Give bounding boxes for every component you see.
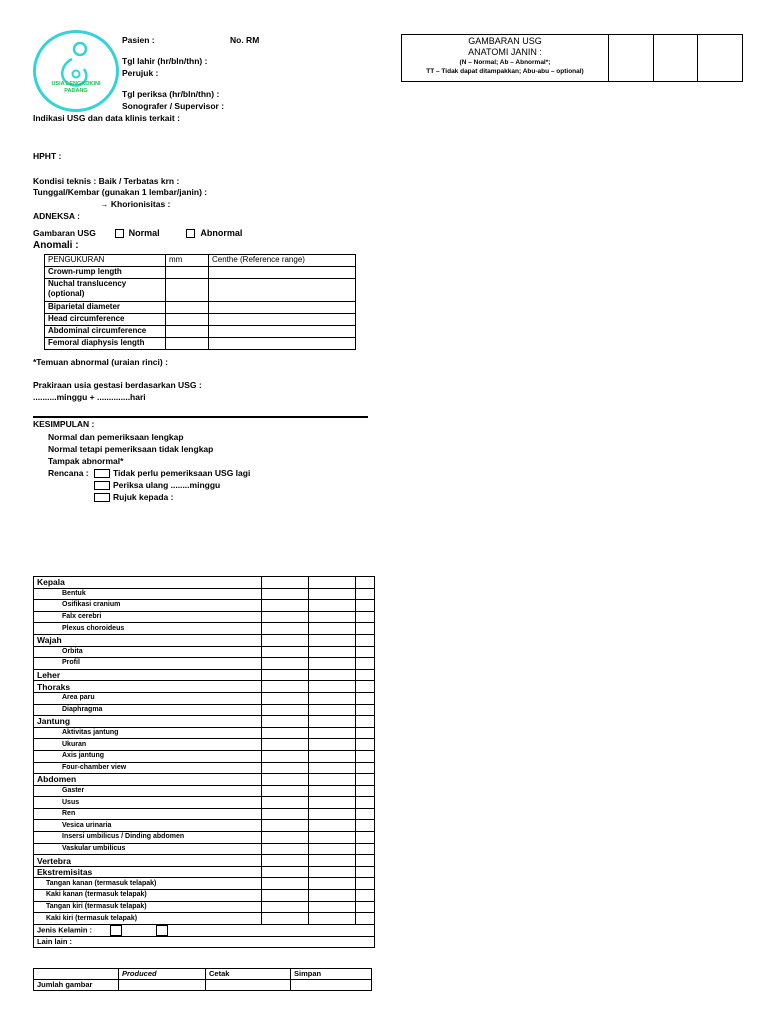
kesimpulan-item[interactable]: Normal dan pemeriksaan lengkap bbox=[48, 432, 184, 442]
measurement-label: Crown-rump length bbox=[45, 267, 166, 279]
measurement-label: Femoral diaphysis length bbox=[45, 338, 166, 350]
table-row bbox=[34, 878, 375, 890]
production-table bbox=[33, 968, 372, 991]
anatomy-label: Kaki kanan (termasuk telapak) bbox=[34, 890, 262, 902]
anatomy-value-cell[interactable] bbox=[356, 600, 375, 612]
header-col-cell bbox=[653, 35, 698, 82]
anatomy-value-cell[interactable] bbox=[309, 774, 356, 786]
table-row bbox=[34, 704, 375, 716]
anatomy-value-cell[interactable] bbox=[309, 588, 356, 600]
rencana-checkbox[interactable] bbox=[94, 481, 110, 490]
anatomy-value-cell[interactable] bbox=[356, 820, 375, 832]
anatomy-value-cell[interactable] bbox=[262, 901, 309, 913]
anatomy-value-cell[interactable] bbox=[309, 634, 356, 646]
minggu-hari-label: ..........minggu + ..............hari bbox=[33, 392, 146, 402]
anatomy-label: Diaphragma bbox=[34, 704, 262, 716]
kondisi-label: Kondisi teknis : Baik / Terbatas krn : bbox=[33, 176, 180, 186]
anatomy-value-cell[interactable] bbox=[356, 716, 375, 728]
anatomy-label: Ren bbox=[34, 808, 262, 820]
anatomy-value-cell[interactable] bbox=[262, 577, 309, 589]
pasien-label: Pasien : bbox=[122, 35, 155, 45]
anatomy-label: Profil bbox=[34, 658, 262, 670]
jumlah-gambar-label: Jumlah gambar bbox=[34, 980, 119, 991]
anatomy-value-cell[interactable] bbox=[262, 716, 309, 728]
anatomy-value-cell[interactable] bbox=[309, 913, 356, 925]
adneksa-label: ADNEKSA : bbox=[33, 211, 80, 221]
table-row bbox=[34, 808, 375, 820]
anatomy-value-cell[interactable] bbox=[309, 611, 356, 623]
anatomy-value-cell[interactable] bbox=[356, 692, 375, 704]
anatomy-value-cell[interactable] bbox=[309, 762, 356, 774]
anatomy-label: Kepala bbox=[34, 577, 262, 589]
mm-cell[interactable] bbox=[166, 338, 209, 350]
anatomy-value-cell[interactable] bbox=[262, 808, 309, 820]
anatomy-value-cell[interactable] bbox=[309, 669, 356, 681]
anatomy-label: Vesica urinaria bbox=[34, 820, 262, 832]
female-checkbox[interactable] bbox=[156, 925, 168, 936]
anatomy-value-cell[interactable] bbox=[356, 843, 375, 855]
anatomy-value-cell[interactable] bbox=[309, 820, 356, 832]
table-row bbox=[34, 890, 375, 902]
anatomy-value-cell[interactable] bbox=[356, 832, 375, 844]
table-row bbox=[34, 843, 375, 855]
measurement-header: PENGUKURAN bbox=[45, 255, 166, 267]
anatomy-value-cell[interactable] bbox=[309, 681, 356, 693]
measurement-table bbox=[44, 254, 356, 350]
anatomy-value-cell[interactable] bbox=[262, 658, 309, 670]
anatomy-value-cell[interactable] bbox=[309, 890, 356, 902]
table-row bbox=[34, 669, 375, 681]
anatomy-value-cell[interactable] bbox=[262, 762, 309, 774]
anatomy-value-cell[interactable] bbox=[356, 669, 375, 681]
anatomy-value-cell[interactable] bbox=[309, 646, 356, 658]
anatomy-value-cell[interactable] bbox=[262, 750, 309, 762]
anatomy-value-cell[interactable] bbox=[356, 797, 375, 809]
header-col-cell bbox=[698, 35, 743, 82]
anatomy-value-cell[interactable] bbox=[309, 797, 356, 809]
table-row bbox=[34, 577, 375, 589]
anatomy-value-cell[interactable] bbox=[356, 750, 375, 762]
rencana-checkbox[interactable] bbox=[94, 493, 110, 502]
anatomy-label: Jantung bbox=[34, 716, 262, 728]
anatomy-value-cell[interactable] bbox=[262, 704, 309, 716]
anatomy-value-cell[interactable] bbox=[309, 623, 356, 635]
anatomy-value-cell[interactable] bbox=[309, 866, 356, 878]
anatomy-value-cell[interactable] bbox=[309, 716, 356, 728]
table-row bbox=[34, 797, 375, 809]
anatomy-value-cell[interactable] bbox=[262, 623, 309, 635]
mm-cell[interactable] bbox=[166, 279, 209, 302]
anatomy-value-cell[interactable] bbox=[356, 681, 375, 693]
table-row bbox=[34, 646, 375, 658]
anatomy-label: Vertebra bbox=[34, 855, 262, 867]
table-row bbox=[45, 267, 356, 279]
sonografer-label: Sonografer / Supervisor : bbox=[122, 101, 225, 111]
anatomy-value-cell[interactable] bbox=[262, 727, 309, 739]
kesimpulan-item[interactable]: Tampak abnormal* bbox=[48, 456, 124, 466]
measurement-header: Centhe (Reference range) bbox=[209, 255, 356, 267]
table-row bbox=[34, 739, 375, 751]
jenis-kelamin-cell bbox=[34, 924, 375, 936]
production-header: Produced bbox=[119, 969, 206, 980]
measurement-label: Nuchal translucency (optional) bbox=[45, 279, 166, 302]
tgl-periksa-label: Tgl periksa (hr/bln/thn) : bbox=[122, 89, 220, 99]
mm-cell[interactable] bbox=[166, 267, 209, 279]
table-row bbox=[34, 785, 375, 797]
anatomy-label: Axis jantung bbox=[34, 750, 262, 762]
anatomy-label: Four-chamber view bbox=[34, 762, 262, 774]
anatomy-value-cell[interactable] bbox=[262, 843, 309, 855]
table-row bbox=[34, 600, 375, 612]
table-row bbox=[34, 658, 375, 670]
khorion-label: → Khorionisitas : bbox=[100, 199, 171, 209]
abnormal-label: Abnormal bbox=[200, 228, 243, 238]
anatomy-value-cell[interactable] bbox=[356, 704, 375, 716]
table-row bbox=[34, 866, 375, 878]
anatomy-label: Orbita bbox=[34, 646, 262, 658]
header-line: ANATOMI JANIN : bbox=[468, 47, 542, 57]
rencana-option[interactable] bbox=[94, 468, 250, 478]
anatomy-label: Vaskular umbilicus bbox=[34, 843, 262, 855]
table-row bbox=[34, 913, 375, 925]
anatomy-label: Kaki kiri (termasuk telapak) bbox=[34, 913, 262, 925]
anatomy-header-box bbox=[401, 34, 743, 82]
anatomy-value-cell[interactable] bbox=[356, 588, 375, 600]
anatomy-value-cell[interactable] bbox=[309, 843, 356, 855]
male-checkbox[interactable] bbox=[110, 925, 122, 936]
kesimpulan-title: KESIMPULAN : bbox=[33, 419, 95, 429]
anatomy-value-cell[interactable] bbox=[309, 658, 356, 670]
table-row bbox=[34, 716, 375, 728]
anatomy-label: Osifikasi cranium bbox=[34, 600, 262, 612]
anatomy-label: Ekstremisitas bbox=[34, 866, 262, 878]
anatomy-value-cell[interactable] bbox=[262, 832, 309, 844]
table-row bbox=[34, 692, 375, 704]
header-col-cell bbox=[609, 35, 654, 82]
table-row bbox=[45, 314, 356, 326]
anatomy-value-cell[interactable] bbox=[309, 855, 356, 867]
anatomy-value-cell[interactable] bbox=[262, 820, 309, 832]
rencana-label: Rencana : bbox=[48, 468, 89, 478]
anatomy-value-cell[interactable] bbox=[356, 785, 375, 797]
anomali-label: Anomali : bbox=[33, 240, 79, 251]
perujuk-label: Perujuk : bbox=[122, 68, 159, 78]
table-row bbox=[34, 727, 375, 739]
anatomy-value-cell[interactable] bbox=[356, 611, 375, 623]
anatomy-table bbox=[33, 576, 375, 948]
range-cell[interactable] bbox=[209, 267, 356, 279]
anatomy-value-cell[interactable] bbox=[262, 681, 309, 693]
anatomy-value-cell[interactable] bbox=[356, 762, 375, 774]
anatomy-value-cell[interactable] bbox=[309, 878, 356, 890]
mm-cell[interactable] bbox=[166, 326, 209, 338]
range-cell[interactable] bbox=[209, 279, 356, 302]
gambaran-label: Gambaran USG bbox=[33, 228, 96, 238]
table-row bbox=[45, 326, 356, 338]
anatomy-value-cell[interactable] bbox=[309, 901, 356, 913]
anatomy-value-cell[interactable] bbox=[356, 727, 375, 739]
anatomy-value-cell[interactable] bbox=[356, 890, 375, 902]
anatomy-label: Wajah bbox=[34, 634, 262, 646]
anatomy-value-cell[interactable] bbox=[309, 808, 356, 820]
anatomy-label: Tangan kanan (termasuk telapak) bbox=[34, 878, 262, 890]
anatomy-value-cell[interactable] bbox=[309, 704, 356, 716]
gambaran-row bbox=[33, 228, 242, 238]
tunggal-label: Tunggal/Kembar (gunakan 1 lembar/janin) : bbox=[33, 187, 208, 197]
header-line: TT – Tidak dapat ditampakkan; Abu-abu – optional) bbox=[426, 68, 584, 75]
anatomy-value-cell[interactable] bbox=[356, 739, 375, 751]
jenis-kelamin-label: Jenis Kelamin : bbox=[37, 925, 93, 935]
table-row bbox=[34, 855, 375, 867]
anatomy-value-cell[interactable] bbox=[309, 785, 356, 797]
table-row bbox=[34, 623, 375, 635]
production-header-row bbox=[34, 969, 372, 980]
anatomy-label: Area paru bbox=[34, 692, 262, 704]
anatomy-value-cell[interactable] bbox=[262, 797, 309, 809]
table-row bbox=[34, 901, 375, 913]
indikasi-label: Indikasi USG dan data klinis terkait : bbox=[33, 113, 180, 123]
anatomy-value-cell[interactable] bbox=[356, 658, 375, 670]
production-header: Simpan bbox=[291, 969, 372, 980]
table-row bbox=[34, 980, 372, 991]
logo-text: USIA LENGKOKINI PADANG bbox=[51, 81, 101, 94]
anatomy-value-cell[interactable] bbox=[262, 866, 309, 878]
anatomy-value-cell[interactable] bbox=[262, 913, 309, 925]
table-row bbox=[34, 936, 375, 948]
lain-lain-label: Lain lain : bbox=[34, 936, 375, 948]
anatomy-label: Insersi umbilicus / Dinding abdomen bbox=[34, 832, 262, 844]
anatomy-value-cell[interactable] bbox=[262, 878, 309, 890]
anatomy-value-cell[interactable] bbox=[262, 890, 309, 902]
range-cell[interactable] bbox=[209, 314, 356, 326]
anatomy-value-cell[interactable] bbox=[262, 785, 309, 797]
anatomy-value-cell[interactable] bbox=[356, 855, 375, 867]
anatomy-value-cell[interactable] bbox=[309, 727, 356, 739]
table-row bbox=[34, 774, 375, 786]
anatomy-label: Usus bbox=[34, 797, 262, 809]
anatomy-value-cell[interactable] bbox=[262, 646, 309, 658]
table-row bbox=[34, 634, 375, 646]
measurement-header: mm bbox=[166, 255, 209, 267]
measurement-label: Biparietal diameter bbox=[45, 302, 166, 314]
production-header bbox=[34, 969, 119, 980]
table-row bbox=[34, 611, 375, 623]
table-row bbox=[34, 588, 375, 600]
divider bbox=[33, 416, 368, 418]
anatomy-label: Thoraks bbox=[34, 681, 262, 693]
table-row bbox=[45, 302, 356, 314]
anatomy-value-cell[interactable] bbox=[309, 739, 356, 751]
mother-child-icon bbox=[36, 33, 116, 109]
mm-cell[interactable] bbox=[166, 314, 209, 326]
anatomy-label: Plexus choroideus bbox=[34, 623, 262, 635]
hpht-label: HPHT : bbox=[33, 151, 62, 161]
abnormal-checkbox[interactable] bbox=[186, 229, 195, 238]
anatomy-value-cell[interactable] bbox=[309, 577, 356, 589]
rencana-checkbox[interactable] bbox=[94, 469, 110, 478]
anatomy-value-cell[interactable] bbox=[309, 832, 356, 844]
anatomy-value-cell[interactable] bbox=[356, 774, 375, 786]
anatomy-value-cell[interactable] bbox=[356, 913, 375, 925]
anatomy-value-cell[interactable] bbox=[356, 808, 375, 820]
clinic-logo bbox=[33, 30, 119, 112]
anatomy-value-cell[interactable] bbox=[262, 774, 309, 786]
production-header: Cetak bbox=[206, 969, 291, 980]
anatomy-value-cell[interactable] bbox=[262, 739, 309, 751]
normal-checkbox[interactable] bbox=[115, 229, 124, 238]
table-row bbox=[34, 832, 375, 844]
kesimpulan-item[interactable]: Normal tetapi pemeriksaan tidak lengkap bbox=[48, 444, 214, 454]
table-row bbox=[34, 924, 375, 936]
anatomy-value-cell[interactable] bbox=[356, 878, 375, 890]
measurement-label: Abdominal circumference bbox=[45, 326, 166, 338]
tgl-lahir-label: Tgl lahir (hr/bln/thn) : bbox=[122, 56, 208, 66]
table-row bbox=[34, 750, 375, 762]
anatomy-value-cell[interactable] bbox=[309, 692, 356, 704]
anatomy-header-title bbox=[402, 35, 609, 82]
header-line: (N – Normal; Ab – Abnormal*; bbox=[459, 59, 551, 66]
anatomy-value-cell[interactable] bbox=[356, 634, 375, 646]
table-row bbox=[34, 681, 375, 693]
produced-cell[interactable] bbox=[119, 980, 206, 991]
anatomy-value-cell[interactable] bbox=[356, 577, 375, 589]
rencana-option-label: Tidak perlu pemeriksaan USG lagi bbox=[113, 468, 251, 478]
cetak-cell[interactable] bbox=[206, 980, 291, 991]
anatomy-value-cell[interactable] bbox=[262, 634, 309, 646]
measurement-header-row bbox=[45, 255, 356, 267]
anatomy-value-cell[interactable] bbox=[309, 750, 356, 762]
measurement-label: Head circumference bbox=[45, 314, 166, 326]
anatomy-value-cell[interactable] bbox=[356, 623, 375, 635]
anatomy-label: Tangan kiri (termasuk telapak) bbox=[34, 901, 262, 913]
anatomy-value-cell[interactable] bbox=[356, 866, 375, 878]
range-cell[interactable] bbox=[209, 326, 356, 338]
table-row bbox=[34, 820, 375, 832]
anatomy-value-cell[interactable] bbox=[262, 588, 309, 600]
no-rm-label: No. RM bbox=[230, 35, 260, 45]
anatomy-value-cell[interactable] bbox=[356, 901, 375, 913]
table-row bbox=[34, 762, 375, 774]
anatomy-label: Leher bbox=[34, 669, 262, 681]
anatomy-value-cell[interactable] bbox=[309, 600, 356, 612]
mm-cell[interactable] bbox=[166, 302, 209, 314]
range-cell[interactable] bbox=[209, 302, 356, 314]
rencana-option-label: Rujuk kepada : bbox=[113, 492, 174, 502]
rencana-option[interactable] bbox=[94, 492, 173, 502]
anatomy-label: Falx cerebri bbox=[34, 611, 262, 623]
anatomy-label: Bentuk bbox=[34, 588, 262, 600]
anatomy-value-cell[interactable] bbox=[262, 600, 309, 612]
table-row bbox=[45, 338, 356, 350]
anatomy-label: Gaster bbox=[34, 785, 262, 797]
header-line: GAMBARAN USG bbox=[468, 36, 542, 46]
normal-label: Normal bbox=[128, 228, 160, 238]
anatomy-value-cell[interactable] bbox=[262, 855, 309, 867]
anatomy-label: Abdomen bbox=[34, 774, 262, 786]
temuan-label: *Temuan abnormal (uraian rinci) : bbox=[33, 357, 168, 367]
simpan-cell[interactable] bbox=[291, 980, 372, 991]
anatomy-value-cell[interactable] bbox=[262, 611, 309, 623]
anatomy-label: Ukuran bbox=[34, 739, 262, 751]
anatomy-value-cell[interactable] bbox=[262, 669, 309, 681]
range-cell[interactable] bbox=[209, 338, 356, 350]
rencana-option[interactable] bbox=[94, 480, 220, 490]
anatomy-label: Aktivitas jantung bbox=[34, 727, 262, 739]
rencana-option-label: Periksa ulang ........minggu bbox=[113, 480, 221, 490]
table-row bbox=[45, 279, 356, 302]
prakiraan-label: Prakiraan usia gestasi berdasarkan USG : bbox=[33, 380, 202, 390]
anatomy-value-cell[interactable] bbox=[262, 692, 309, 704]
anatomy-value-cell[interactable] bbox=[356, 646, 375, 658]
